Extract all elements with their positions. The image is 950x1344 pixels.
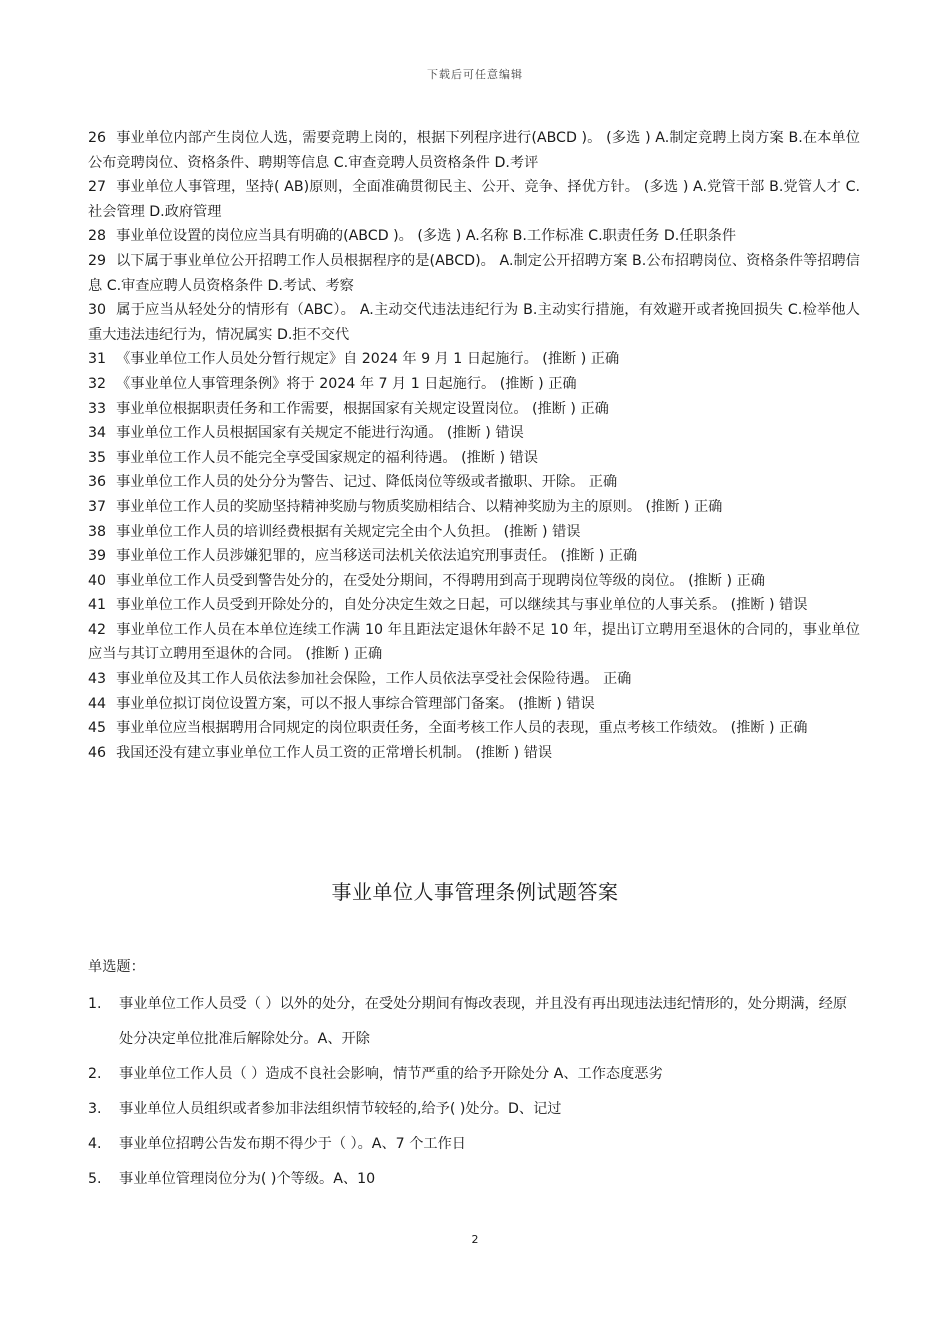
question-number: 36	[88, 474, 107, 491]
question-number: 37	[88, 498, 107, 515]
question-list	[88, 126, 860, 765]
question-number: 43	[88, 671, 107, 688]
question-text: 事业单位工作人员的培训经费根据有关规定完全由个人负担。 (推断 ) 错误	[116, 523, 581, 540]
question-text: 事业单位工作人员的奖励坚持精神奖励与物质奖励相结合、以精神奖励为主的原则。 (推断 ) 正确	[116, 498, 723, 515]
single-choice-text: 事业单位工作人员（ ）造成不良社会影响，情节严重的给予开除处分 A、工作态度恶劣	[119, 1066, 663, 1082]
single-choice-item	[88, 1162, 860, 1197]
question-item	[88, 446, 860, 471]
question-item	[88, 347, 860, 372]
question-text: 以下属于事业单位公开招聘工作人员根据程序的是(ABCD)。 A.制定公开招聘方案 B.公布招聘岗位、资格条件等招聘信息 C.审查应聘人员资格条件 D.考试、考察	[88, 252, 860, 294]
question-text: 事业单位设置的岗位应当具有明确的(ABCD )。 (多选 ) A.名称 B.工作标准 C.职责任务 D.任职条件	[116, 228, 737, 245]
question-item	[88, 126, 860, 175]
question-number: 44	[88, 695, 107, 712]
question-text: 事业单位根据职责任务和工作需要，根据国家有关规定设置岗位。 (推断 ) 正确	[116, 400, 609, 417]
question-text: 事业单位工作人员在本单位连续工作满 10 年且距法定退休年龄不足 10 年，提出订立聘用至退休的合同的，事业单位应当与其订立聘用至退休的合同。 (推断 ) 正确	[88, 621, 860, 663]
question-number: 31	[88, 351, 107, 368]
question-item	[88, 298, 860, 347]
page-header: 下载后可任意编辑	[427, 68, 523, 81]
single-choice-text: 事业单位管理岗位分为( )个等级。A、10	[119, 1171, 376, 1187]
question-number: 27	[88, 179, 107, 196]
question-number: 40	[88, 572, 107, 589]
question-item	[88, 520, 860, 545]
question-text: 事业单位及其工作人员依法参加社会保险，工作人员依法享受社会保险待遇。 正确	[116, 671, 632, 688]
question-item	[88, 618, 860, 667]
section-title: 事业单位人事管理条例试题答案	[331, 880, 619, 904]
question-text: 事业单位人事管理，坚持( AB)原则，全面准确贯彻民主、公开、竞争、择优方针。 (多选 ) A.党管干部 B.党管人才 C.社会管理 D.政府管理	[88, 179, 860, 220]
single-choice-item	[88, 987, 860, 1057]
question-item	[88, 175, 860, 224]
question-number: 46	[88, 744, 107, 761]
question-text: 事业单位工作人员不能完全享受国家规定的福利待遇。 (推断 ) 错误	[116, 449, 538, 466]
question-number: 29	[88, 252, 107, 269]
question-item	[88, 667, 860, 692]
page-number: 2	[471, 1233, 479, 1246]
question-number: 39	[88, 548, 107, 565]
single-choice-number: 1.	[88, 996, 102, 1012]
question-text: 我国还没有建立事业单位工作人员工资的正常增长机制。 (推断 ) 错误	[116, 744, 553, 761]
question-text: 属于应当从轻处分的情形有（ABC）。 A.主动交代违法违纪行为 B.主动实行措施，有效避开或者挽回损失 C.检举他人重大违法违纪行为，情况属实 D.拒不交代	[88, 302, 860, 343]
question-text: 事业单位工作人员受到开除处分的，自处分决定生效之日起，可以继续其与事业单位的人事关系。 (推断 ) 错误	[116, 597, 808, 614]
question-item	[88, 692, 860, 717]
question-number: 35	[88, 449, 107, 466]
question-text: 《事业单位人事管理条例》将于 2024 年 7 月 1 日起施行。 (推断 ) 正确	[116, 375, 577, 392]
single-choice-item	[88, 1092, 860, 1127]
question-text: 事业单位工作人员受到警告处分的，在受处分期间，不得聘用到高于现聘岗位等级的岗位。 (推断 ) 正确	[116, 572, 765, 589]
question-number: 38	[88, 523, 107, 540]
question-number: 32	[88, 375, 107, 392]
single-choice-number: 2.	[88, 1066, 102, 1082]
question-number: 45	[88, 720, 107, 737]
single-choice-label: 单选题：	[88, 959, 145, 975]
single-choice-list	[88, 987, 860, 1197]
question-item	[88, 593, 860, 618]
single-choice-item	[88, 1127, 860, 1162]
single-choice-text: 事业单位工作人员受（ ）以外的处分，在受处分期间有悔改表现，并且没有再出现违法违纪情形的，处分期满，经原处分决定单位批准后解除处分。A、开除	[119, 996, 848, 1047]
question-text: 事业单位应当根据聘用合同规定的岗位职责任务，全面考核工作人员的表现，重点考核工作绩效。 (推断 ) 正确	[116, 720, 808, 737]
question-item	[88, 716, 860, 741]
question-item	[88, 741, 860, 766]
question-text: 事业单位拟订岗位设置方案，可以不报人事综合管理部门备案。 (推断 ) 错误	[116, 695, 595, 712]
question-item	[88, 224, 860, 249]
question-item	[88, 544, 860, 569]
question-number: 26	[88, 130, 107, 146]
question-number: 30	[88, 302, 107, 319]
question-item	[88, 470, 860, 495]
question-item	[88, 569, 860, 594]
question-number: 28	[88, 228, 107, 245]
single-choice-text: 事业单位招聘公告发布期不得少于（ ）。A、7 个工作日	[119, 1136, 466, 1152]
question-item	[88, 397, 860, 422]
question-item	[88, 372, 860, 397]
single-choice-number: 3.	[88, 1101, 102, 1117]
question-text: 事业单位工作人员涉嫌犯罪的，应当移送司法机关依法追究刑事责任。 (推断 ) 正确	[116, 548, 638, 565]
question-text: 事业单位工作人员根据国家有关规定不能进行沟通。 (推断 ) 错误	[116, 425, 524, 442]
question-number: 41	[88, 597, 107, 614]
question-number: 42	[88, 621, 107, 638]
question-number: 33	[88, 400, 107, 417]
question-item	[88, 249, 860, 298]
single-choice-item	[88, 1057, 860, 1092]
question-text: 《事业单位工作人员处分暂行规定》自 2024 年 9 月 1 日起施行。 (推断 ) 正确	[116, 351, 620, 368]
question-text: 事业单位工作人员的处分分为警告、记过、降低岗位等级或者撤职、开除。 正确	[116, 474, 618, 491]
question-text: 事业单位内部产生岗位人选，需要竞聘上岗的，根据下列程序进行(ABCD )。 (多选 ) A.制定竞聘上岗方案 B.在本单位公布竞聘岗位、资格条件、聘期等信息 C.审查竞聘人员资格条件 D.考评	[88, 130, 860, 171]
single-choice-number: 5.	[88, 1171, 102, 1187]
single-choice-text: 事业单位人员组织或者参加非法组织情节较轻的,给予( )处分。D、记过	[119, 1101, 562, 1117]
question-item	[88, 421, 860, 446]
question-item	[88, 495, 860, 520]
single-choice-number: 4.	[88, 1136, 102, 1152]
question-number: 34	[88, 425, 107, 442]
